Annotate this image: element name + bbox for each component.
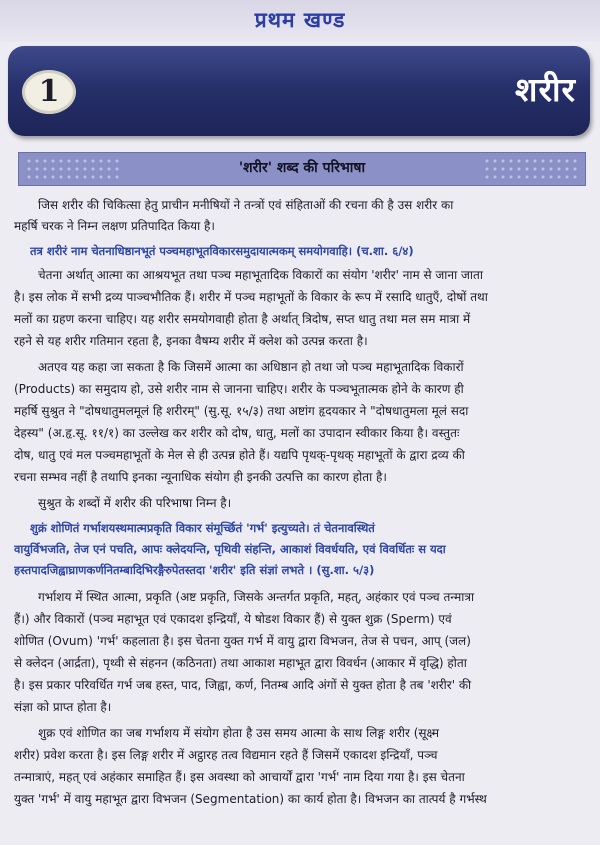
subheading-title: 'शरीर' शब्द की परिभाषा [238, 160, 366, 176]
verse-line: वायुर्विभजति, तेज एनं पचति, आपः क्लेदयन्ति, पृथिवी संहन्ति, आकाशं विवर्धयति, एवं विवर्धितः स यदा [14, 542, 446, 556]
text-line: मलों का ग्रहण करना चाहिए। यह शरीर समयोगवाही होता है अर्थात् त्रिदोष, सप्त धातु तथा मल सम मात्रा में [14, 312, 471, 326]
text-line: शुक्र एवं शोणित का जब गर्भाशय में संयोग होता है उस समय आत्मा के साथ लिङ्ग शरीर (सूक्ष्म [38, 726, 440, 740]
verse-line: तत्र शरीरं नाम चेतनाधिष्ठानभूतं पञ्चमहाभूतविकारसमुदायात्मकम् समयोगवाहि। (च.शा. ६/४) [30, 244, 414, 258]
text-line: जिस शरीर की चिकित्सा हेतु प्राचीन मनीषियों ने तन्त्रों एवं संहिताओं की रचना की है उस शरीर का [38, 198, 454, 212]
text-line: चेतना अर्थात् आत्मा का आश्रयभूत तथा पञ्च महाभूतादिक विकारों का संयोग 'शरीर' नाम से जाना जाता [38, 268, 483, 282]
text-line: है। इस प्रकार परिवर्धित गर्भ जब हस्त, पाद, जिह्वा, कर्ण, नितम्ब आदि अंगों से युक्त होता है तब 'शरीर' की [14, 678, 472, 692]
verse-line: शुक्रं शोणितं गर्भाशयस्थमात्मप्रकृति विकार संमूर्च्छितं 'गर्भ' इत्युच्यते। तं चेतनावस्थितं [30, 521, 375, 535]
text-line: गर्भाशय में स्थित आत्मा, प्रकृति (अष्ट प्रकृति, जिसके अन्तर्गत प्रकृति, महत्, अहंकार एवं पञ्च तन्मात्रा [38, 590, 475, 604]
text-line: रचना सम्भव नहीं है तथापि इनका न्यूनाधिक संयोग ही इनकी उत्पत्ति का कारण होता है। [14, 470, 387, 484]
text-line: हैं।) और विकारों (पञ्च महाभूत एवं एकादश इन्द्रियाँ, ये षोडश विकार हैं) से युक्त शुक्र (Sperm) एवं [14, 612, 452, 626]
text-line: शोणित (Ovum) 'गर्भ' कहलाता है। इस चेतना युक्त गर्भ में वायु द्वारा विभजन, तेज से पचन, आप् (जल) [14, 634, 471, 648]
text-line: शरीर) प्रवेश करता है। इस लिङ्ग शरीर में अट्ठारह तत्व विद्यमान रहते हैं जिसमें एकादश इन्द्रियाँ, पञ्च [14, 748, 438, 762]
text-line: महर्षि सुश्रुत ने "दोषधातुमलमूलं हि शरीरम्" (सु.सू. १५/३) तथा अष्टांग हृदयकार ने "दोषधातुमला मूलं सदा [14, 404, 469, 418]
text-line: तन्मात्राएं, महत् एवं अहंकार समाहित हैं। इस अवस्था को आचार्यों द्वारा 'गर्भ' नाम दिया गया है। इस चेतना [14, 770, 465, 784]
chapter-number-badge: 1 [22, 70, 76, 114]
text-line: (Products) का समुदाय हो, उसे शरीर नाम से जानना चाहिए। शरीर के पञ्चभूतात्मक होने के कारण ही [14, 382, 464, 396]
chapter-title: शरीर [515, 70, 576, 109]
section-title: प्रथम खण्ड [254, 8, 346, 32]
text-line: अतएव यह कहा जा सकता है कि जिसमें आत्मा का अधिष्ठान हो तथा जो पञ्च महाभूतादिक विकारों [38, 360, 464, 374]
text-line: देहस्य" (अ.हृ.सू. ११/१) का उल्लेख कर शरीर को दोष, धातु, मलों का उपादान स्वीकार किया है। वस्तुतः [14, 426, 460, 440]
text-line: रहने से यह शरीर गतिमान रहता है, इनका वैषम्य शरीर में क्लेश को उत्पन्न करता है। [14, 334, 368, 348]
text-line: से क्लेदन (आर्द्रता), पृथ्वी से संहनन (कठिनता) तथा आकाश महाभूत द्वारा विवर्धन (आकार में वृद्धि) होता [14, 656, 467, 670]
text-line: है। इस लोक में सभी द्रव्य पाञ्चभौतिक हैं। शरीर में पञ्च महाभूतों के विकार के रूप में रसादि धातुएँ, दोषों तथा [14, 290, 488, 304]
text-line: सुश्रुत के शब्दों में शरीर की परिभाषा निम्न है। [38, 496, 232, 510]
text-line: युक्त 'गर्भ' में वायु महाभूत द्वारा विभजन (Segmentation) का कार्य होता है। विभजन का तात्पर्य है गर्भस्थ [14, 792, 487, 806]
verse-line: हस्तपादजिह्वाघ्राणकर्णनितम्बादिभिरङ्गैरुपेतस्तदा 'शरीर' इति संज्ञां लभते । (सु.शा. ५/३) [14, 563, 375, 577]
text-line: महर्षि चरक ने निम्न लक्षण प्रतिपादित किया है। [14, 219, 215, 233]
text-line: दोष, धातु एवं मल पञ्चमहाभूतों के मेल से ही उत्पन्न होते हैं। यद्यपि पृथक्-पृथक् महाभूतों के द्वारा द्रव्य की [14, 448, 465, 462]
text-line: संज्ञा को प्राप्त होता है। [14, 700, 112, 714]
